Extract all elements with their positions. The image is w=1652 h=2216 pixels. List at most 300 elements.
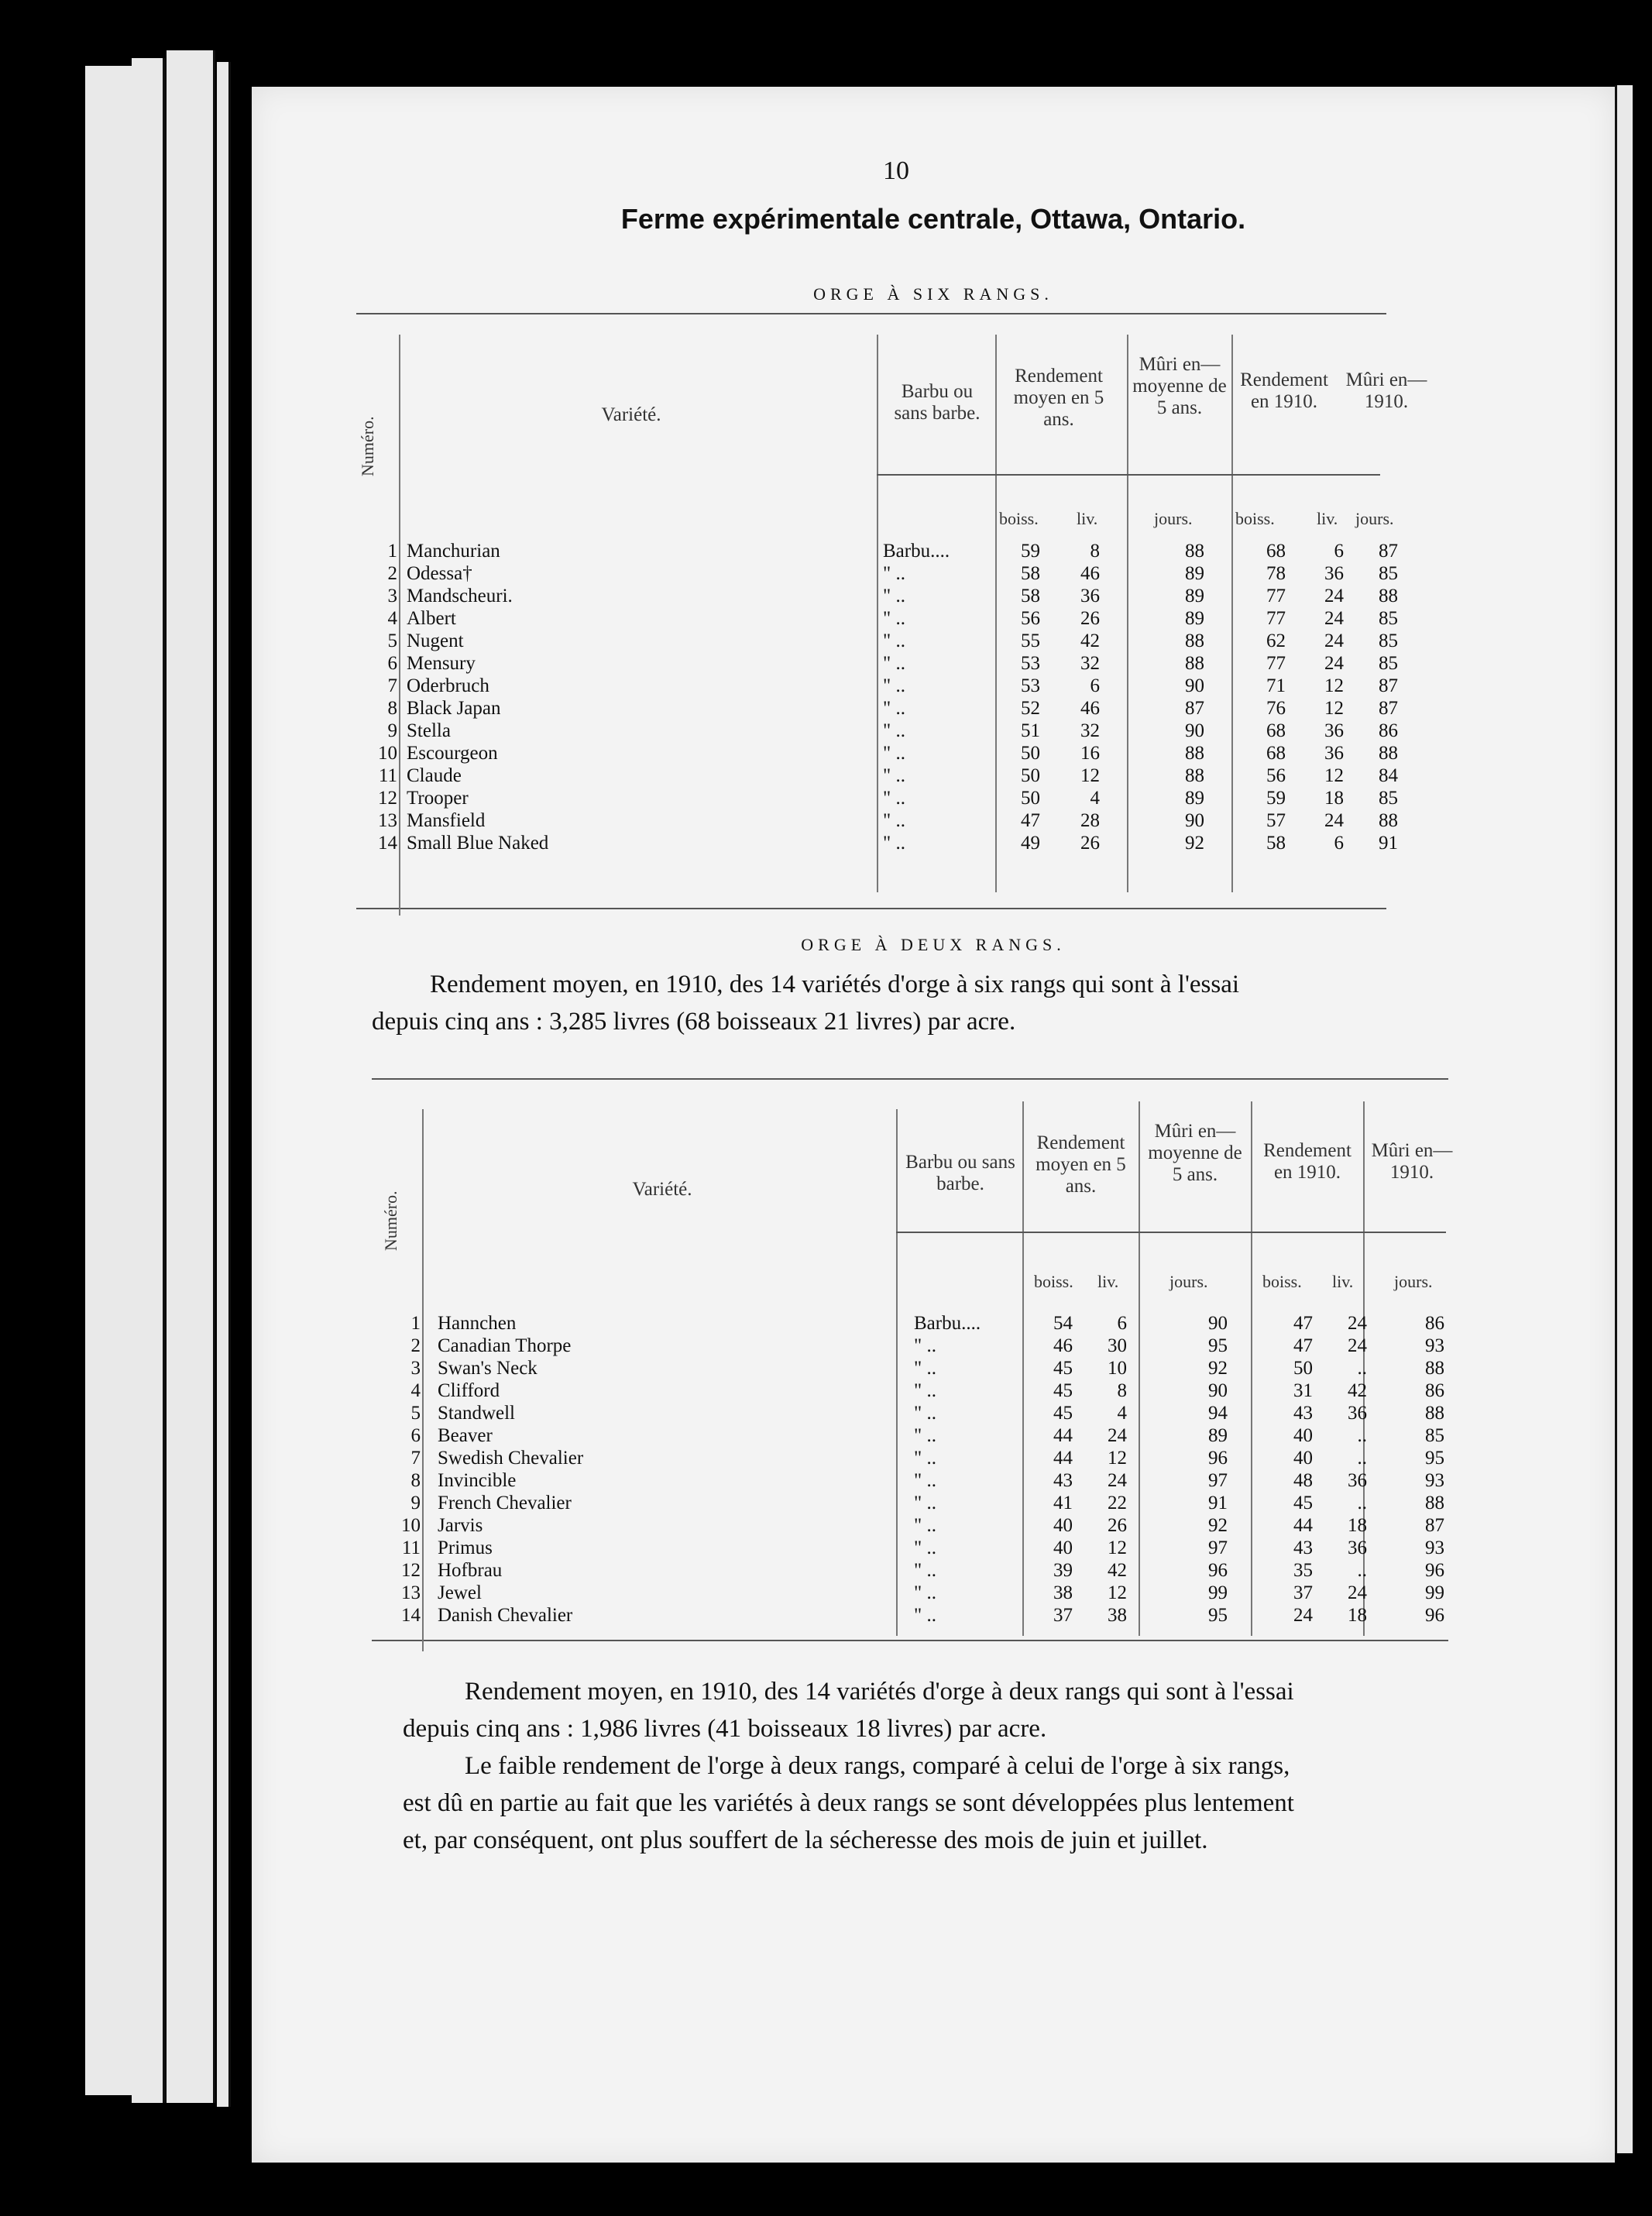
unit-jours: jours. xyxy=(1355,509,1394,528)
yield-1910-bushels: 43 xyxy=(1293,1403,1313,1424)
yield-1910-pounds: 24 xyxy=(1324,630,1344,651)
row-number: 2 xyxy=(387,563,397,584)
row-number: 6 xyxy=(410,1425,421,1446)
maturity-avg-days: 89 xyxy=(1185,788,1204,809)
paragraph-line: est dû en partie au fait que les variétés à deux rangs se sont développées plus lentement xyxy=(403,1789,1294,1817)
maturity-avg-days: 88 xyxy=(1185,765,1204,786)
maturity-1910-days: 87 xyxy=(1379,675,1398,696)
yield-1910-pounds: 24 xyxy=(1324,608,1344,629)
table-row xyxy=(252,562,1413,585)
maturity-1910-days: 93 xyxy=(1425,1470,1444,1491)
row-number: 13 xyxy=(401,1582,421,1603)
header-rendement-1910: Rendement en 1910. xyxy=(1240,369,1328,412)
yield-avg-bushels: 58 xyxy=(1021,586,1040,606)
yield-1910-pounds: .. xyxy=(1357,1493,1367,1513)
table-row xyxy=(252,540,1413,562)
yield-avg-bushels: 39 xyxy=(1053,1560,1073,1581)
row-number: 14 xyxy=(401,1605,421,1626)
maturity-1910-days: 85 xyxy=(1379,608,1398,629)
yield-1910-pounds: 24 xyxy=(1324,653,1344,674)
header-muri-1910: Mûri en— 1910. xyxy=(1371,1140,1453,1183)
maturity-avg-days: 95 xyxy=(1208,1605,1228,1626)
yield-avg-pounds: 6 xyxy=(1090,675,1100,696)
maturity-avg-days: 91 xyxy=(1208,1493,1228,1513)
yield-1910-bushels: 45 xyxy=(1293,1493,1313,1513)
barbu-cell: " .. xyxy=(883,608,905,629)
yield-avg-pounds: 28 xyxy=(1080,810,1100,831)
yield-avg-bushels: 49 xyxy=(1021,833,1040,854)
yield-avg-pounds: 42 xyxy=(1108,1560,1127,1581)
variety-name: French Chevalier xyxy=(438,1493,572,1513)
maturity-1910-days: 88 xyxy=(1379,810,1398,831)
barbu-cell: " .. xyxy=(914,1515,936,1536)
maturity-avg-days: 96 xyxy=(1208,1560,1228,1581)
yield-avg-bushels: 41 xyxy=(1053,1493,1073,1513)
row-number: 6 xyxy=(387,653,397,674)
barbu-cell: " .. xyxy=(883,833,905,854)
table-row xyxy=(252,607,1413,630)
header-numero: Numéro. xyxy=(358,416,377,476)
variety-name: Canadian Thorpe xyxy=(438,1335,572,1356)
yield-1910-bushels: 77 xyxy=(1266,653,1286,674)
barbu-cell: " .. xyxy=(883,720,905,741)
yield-1910-pounds: 36 xyxy=(1348,1537,1367,1558)
row-number: 4 xyxy=(410,1380,421,1401)
page-number: 10 xyxy=(883,156,909,185)
barbu-cell: " .. xyxy=(914,1403,936,1424)
maturity-avg-days: 90 xyxy=(1208,1313,1228,1334)
barbu-cell: " .. xyxy=(914,1380,936,1401)
yield-avg-pounds: 12 xyxy=(1080,765,1100,786)
yield-avg-pounds: 22 xyxy=(1108,1493,1127,1513)
yield-avg-bushels: 53 xyxy=(1021,653,1040,674)
yield-1910-pounds: 36 xyxy=(1324,563,1344,584)
yield-1910-bushels: 44 xyxy=(1293,1515,1313,1536)
yield-avg-bushels: 40 xyxy=(1053,1537,1073,1558)
row-number: 4 xyxy=(387,608,397,629)
header-variete: Variété. xyxy=(632,1179,692,1200)
row-number: 9 xyxy=(387,720,397,741)
table-row xyxy=(252,1312,1444,1335)
yield-avg-pounds: 6 xyxy=(1117,1313,1127,1334)
yield-avg-pounds: 26 xyxy=(1108,1515,1127,1536)
yield-avg-bushels: 50 xyxy=(1021,765,1040,786)
barbu-cell: " .. xyxy=(914,1335,936,1356)
row-number: 13 xyxy=(378,810,397,831)
barbu-cell: " .. xyxy=(914,1537,936,1558)
yield-avg-pounds: 24 xyxy=(1108,1470,1127,1491)
yield-avg-bushels: 43 xyxy=(1053,1470,1073,1491)
maturity-avg-days: 89 xyxy=(1185,608,1204,629)
table-row xyxy=(252,675,1413,697)
table-row xyxy=(252,697,1413,720)
row-number: 7 xyxy=(387,675,397,696)
variety-name: Beaver xyxy=(438,1425,493,1446)
header-muri-moyenne: Mûri en— moyenne de 5 ans. xyxy=(1148,1121,1242,1185)
yield-1910-pounds: 18 xyxy=(1348,1515,1367,1536)
unit-boiss: boiss. xyxy=(1262,1272,1302,1291)
barbu-cell: Barbu.... xyxy=(883,541,950,562)
row-number: 9 xyxy=(410,1493,421,1513)
yield-avg-bushels: 54 xyxy=(1053,1313,1073,1334)
yield-avg-bushels: 46 xyxy=(1053,1335,1073,1356)
yield-1910-pounds: 42 xyxy=(1348,1380,1367,1401)
maturity-avg-days: 92 xyxy=(1185,833,1204,854)
yield-avg-bushels: 59 xyxy=(1021,541,1040,562)
paragraph-line: depuis cinq ans : 1,986 livres (41 boisseaux 18 livres) par acre. xyxy=(403,1715,1047,1743)
book-edge xyxy=(167,50,215,2103)
yield-avg-pounds: 12 xyxy=(1108,1582,1127,1603)
variety-name: Manchurian xyxy=(407,541,500,562)
maturity-1910-days: 91 xyxy=(1379,833,1398,854)
row-number: 12 xyxy=(401,1560,421,1581)
barbu-cell: " .. xyxy=(883,675,905,696)
variety-name: Swan's Neck xyxy=(438,1358,538,1379)
yield-avg-bushels: 55 xyxy=(1021,630,1040,651)
book-edge xyxy=(85,66,134,2095)
yield-avg-bushels: 58 xyxy=(1021,563,1040,584)
row-number: 8 xyxy=(387,698,397,719)
yield-1910-bushels: 68 xyxy=(1266,541,1286,562)
yield-1910-pounds: 12 xyxy=(1324,675,1344,696)
yield-1910-bushels: 68 xyxy=(1266,743,1286,764)
maturity-avg-days: 90 xyxy=(1185,720,1204,741)
yield-avg-bushels: 45 xyxy=(1053,1358,1073,1379)
variety-name: Odessa† xyxy=(407,563,472,584)
barbu-cell: " .. xyxy=(914,1358,936,1379)
yield-1910-bushels: 47 xyxy=(1293,1335,1313,1356)
maturity-1910-days: 95 xyxy=(1425,1448,1444,1469)
yield-1910-pounds: 24 xyxy=(1324,810,1344,831)
maturity-1910-days: 85 xyxy=(1379,653,1398,674)
variety-name: Invincible xyxy=(438,1470,517,1491)
header-rendement-moyen: Rendement moyen en 5 ans. xyxy=(1013,366,1104,430)
yield-avg-pounds: 36 xyxy=(1080,586,1100,606)
barbu-cell: " .. xyxy=(883,788,905,809)
maturity-avg-days: 97 xyxy=(1208,1470,1228,1491)
yield-avg-bushels: 56 xyxy=(1021,608,1040,629)
yield-avg-pounds: 16 xyxy=(1080,743,1100,764)
barbu-cell: " .. xyxy=(914,1493,936,1513)
maturity-1910-days: 87 xyxy=(1425,1515,1444,1536)
table-row xyxy=(252,809,1413,832)
barbu-cell: " .. xyxy=(914,1448,936,1469)
maturity-1910-days: 88 xyxy=(1425,1403,1444,1424)
yield-1910-bushels: 57 xyxy=(1266,810,1286,831)
maturity-1910-days: 88 xyxy=(1379,586,1398,606)
maturity-1910-days: 93 xyxy=(1425,1335,1444,1356)
maturity-1910-days: 88 xyxy=(1425,1493,1444,1513)
yield-1910-bushels: 24 xyxy=(1293,1605,1313,1626)
yield-1910-pounds: 36 xyxy=(1324,720,1344,741)
maturity-avg-days: 88 xyxy=(1185,630,1204,651)
paragraph-line: depuis cinq ans : 3,285 livres (68 boisseaux 21 livres) par acre. xyxy=(372,1008,1016,1036)
yield-avg-bushels: 44 xyxy=(1053,1425,1073,1446)
barbu-cell: " .. xyxy=(914,1470,936,1491)
yield-1910-bushels: 40 xyxy=(1293,1425,1313,1446)
yield-1910-bushels: 71 xyxy=(1266,675,1286,696)
paragraph-line: Le faible rendement de l'orge à deux rangs, comparé à celui de l'orge à six rangs, xyxy=(465,1752,1290,1780)
yield-1910-bushels: 77 xyxy=(1266,608,1286,629)
book-edge xyxy=(217,62,231,2107)
maturity-1910-days: 93 xyxy=(1425,1537,1444,1558)
unit-liv: liv. xyxy=(1332,1272,1354,1291)
yield-1910-bushels: 37 xyxy=(1293,1582,1313,1603)
maturity-1910-days: 84 xyxy=(1379,765,1398,786)
header-rendement-moyen: Rendement moyen en 5 ans. xyxy=(1036,1132,1126,1197)
table-row xyxy=(252,585,1413,607)
barbu-cell: " .. xyxy=(883,698,905,719)
barbu-cell: " .. xyxy=(883,810,905,831)
maturity-1910-days: 85 xyxy=(1379,563,1398,584)
unit-liv: liv. xyxy=(1317,509,1338,528)
yield-avg-pounds: 4 xyxy=(1090,788,1100,809)
row-number: 11 xyxy=(401,1537,421,1558)
book-edge xyxy=(1615,85,1633,2153)
maturity-avg-days: 97 xyxy=(1208,1537,1228,1558)
table-row xyxy=(252,1582,1444,1604)
barbu-cell: " .. xyxy=(914,1582,936,1603)
header-numero: Numéro. xyxy=(381,1190,400,1251)
yield-1910-pounds: 36 xyxy=(1348,1403,1367,1424)
row-number: 10 xyxy=(378,743,397,764)
table2-caption: ORGE À DEUX RANGS. xyxy=(801,935,1066,954)
row-number: 12 xyxy=(378,788,397,809)
variety-name: Hofbrau xyxy=(438,1560,503,1581)
yield-avg-pounds: 24 xyxy=(1108,1425,1127,1446)
variety-name: Swedish Chevalier xyxy=(438,1448,584,1469)
paragraph-line: et, par conséquent, ont plus souffert de la sécheresse des mois de juin et juillet. xyxy=(403,1826,1208,1854)
variety-name: Claude xyxy=(407,765,462,786)
table-row xyxy=(252,1402,1444,1424)
yield-1910-pounds: 6 xyxy=(1334,833,1344,854)
variety-name: Escourgeon xyxy=(407,743,498,764)
maturity-avg-days: 90 xyxy=(1185,675,1204,696)
variety-name: Clifford xyxy=(438,1380,500,1401)
row-number: 8 xyxy=(410,1470,421,1491)
maturity-1910-days: 96 xyxy=(1425,1560,1444,1581)
yield-avg-pounds: 4 xyxy=(1117,1403,1127,1424)
maturity-1910-days: 86 xyxy=(1379,720,1398,741)
yield-1910-pounds: 36 xyxy=(1324,743,1344,764)
yield-1910-pounds: 24 xyxy=(1348,1313,1367,1334)
table-row xyxy=(252,832,1413,854)
yield-avg-bushels: 53 xyxy=(1021,675,1040,696)
table-row xyxy=(252,787,1413,809)
unit-boiss: boiss. xyxy=(999,509,1039,528)
yield-1910-bushels: 58 xyxy=(1266,833,1286,854)
row-number: 14 xyxy=(378,833,397,854)
yield-1910-bushels: 56 xyxy=(1266,765,1286,786)
row-number: 1 xyxy=(410,1313,421,1334)
maturity-1910-days: 99 xyxy=(1425,1582,1444,1603)
table-row xyxy=(252,764,1413,787)
table-row xyxy=(252,1537,1444,1559)
maturity-1910-days: 88 xyxy=(1425,1358,1444,1379)
yield-1910-bushels: 43 xyxy=(1293,1537,1313,1558)
unit-jours: jours. xyxy=(1154,509,1193,528)
yield-avg-bushels: 44 xyxy=(1053,1448,1073,1469)
yield-1910-pounds: .. xyxy=(1357,1448,1367,1469)
yield-1910-bushels: 76 xyxy=(1266,698,1286,719)
header-variete: Variété. xyxy=(601,404,661,425)
row-number: 11 xyxy=(378,765,397,786)
yield-1910-pounds: .. xyxy=(1357,1425,1367,1446)
variety-name: Standwell xyxy=(438,1403,515,1424)
yield-avg-bushels: 51 xyxy=(1021,720,1040,741)
barbu-cell: " .. xyxy=(914,1560,936,1581)
yield-1910-bushels: 47 xyxy=(1293,1313,1313,1334)
variety-name: Black Japan xyxy=(407,698,501,719)
yield-avg-pounds: 46 xyxy=(1080,698,1100,719)
table-row xyxy=(252,1559,1444,1582)
yield-avg-bushels: 45 xyxy=(1053,1403,1073,1424)
yield-1910-pounds: 12 xyxy=(1324,698,1344,719)
yield-1910-bushels: 59 xyxy=(1266,788,1286,809)
variety-name: Jarvis xyxy=(438,1515,483,1536)
row-number: 1 xyxy=(387,541,397,562)
yield-avg-bushels: 52 xyxy=(1021,698,1040,719)
barbu-cell: " .. xyxy=(914,1425,936,1446)
table-row xyxy=(252,742,1413,764)
yield-avg-bushels: 47 xyxy=(1021,810,1040,831)
maturity-avg-days: 88 xyxy=(1185,653,1204,674)
table-row xyxy=(252,630,1413,652)
table-row xyxy=(252,1492,1444,1514)
yield-1910-pounds: 24 xyxy=(1324,586,1344,606)
document-page xyxy=(252,87,1615,2163)
table-row xyxy=(252,1379,1444,1402)
variety-name: Primus xyxy=(438,1537,493,1558)
yield-avg-pounds: 42 xyxy=(1080,630,1100,651)
row-number: 10 xyxy=(401,1515,421,1536)
table-row xyxy=(252,1447,1444,1469)
maturity-avg-days: 87 xyxy=(1185,698,1204,719)
table-row xyxy=(252,652,1413,675)
barbu-cell: " .. xyxy=(883,653,905,674)
header-barbu: Barbu ou sans barbe. xyxy=(905,1152,1015,1194)
yield-avg-pounds: 32 xyxy=(1080,720,1100,741)
maturity-1910-days: 85 xyxy=(1379,788,1398,809)
maturity-avg-days: 92 xyxy=(1208,1515,1228,1536)
yield-avg-pounds: 32 xyxy=(1080,653,1100,674)
maturity-avg-days: 89 xyxy=(1208,1425,1228,1446)
table-row xyxy=(252,1335,1444,1357)
yield-avg-pounds: 26 xyxy=(1080,833,1100,854)
variety-name: Stella xyxy=(407,720,451,741)
yield-1910-bushels: 40 xyxy=(1293,1448,1313,1469)
yield-1910-bushels: 31 xyxy=(1293,1380,1313,1401)
variety-name: Small Blue Naked xyxy=(407,833,549,854)
maturity-avg-days: 92 xyxy=(1208,1358,1228,1379)
unit-jours: jours. xyxy=(1394,1272,1433,1291)
maturity-avg-days: 99 xyxy=(1208,1582,1228,1603)
row-number: 3 xyxy=(387,586,397,606)
variety-name: Danish Chevalier xyxy=(438,1605,573,1626)
barbu-cell: " .. xyxy=(883,563,905,584)
unit-boiss: boiss. xyxy=(1034,1272,1073,1291)
yield-avg-bushels: 37 xyxy=(1053,1605,1073,1626)
row-number: 3 xyxy=(410,1358,421,1379)
barbu-cell: " .. xyxy=(883,743,905,764)
table1-caption: ORGE À SIX RANGS. xyxy=(813,284,1053,304)
yield-avg-bushels: 40 xyxy=(1053,1515,1073,1536)
row-number: 5 xyxy=(410,1403,421,1424)
header-muri-moyenne: Mûri en— moyenne de 5 ans. xyxy=(1132,354,1227,418)
barbu-cell: " .. xyxy=(914,1605,936,1626)
variety-name: Mansfield xyxy=(407,810,486,831)
barbu-cell: " .. xyxy=(883,630,905,651)
yield-1910-pounds: 18 xyxy=(1324,788,1344,809)
maturity-avg-days: 89 xyxy=(1185,586,1204,606)
variety-name: Oderbruch xyxy=(407,675,489,696)
maturity-1910-days: 86 xyxy=(1425,1380,1444,1401)
paragraph-line: Rendement moyen, en 1910, des 14 variétés d'orge à six rangs qui sont à l'essai xyxy=(430,971,1240,998)
unit-jours: jours. xyxy=(1169,1272,1208,1291)
book-edge xyxy=(132,58,165,2103)
yield-avg-pounds: 12 xyxy=(1108,1537,1127,1558)
yield-1910-pounds: .. xyxy=(1357,1358,1367,1379)
yield-1910-pounds: .. xyxy=(1357,1560,1367,1581)
yield-avg-pounds: 8 xyxy=(1090,541,1100,562)
yield-avg-pounds: 8 xyxy=(1117,1380,1127,1401)
yield-1910-bushels: 50 xyxy=(1293,1358,1313,1379)
yield-1910-bushels: 68 xyxy=(1266,720,1286,741)
yield-avg-pounds: 12 xyxy=(1108,1448,1127,1469)
yield-1910-bushels: 48 xyxy=(1293,1470,1313,1491)
yield-avg-bushels: 50 xyxy=(1021,788,1040,809)
unit-liv: liv. xyxy=(1097,1272,1119,1291)
variety-name: Mensury xyxy=(407,653,476,674)
yield-avg-bushels: 38 xyxy=(1053,1582,1073,1603)
row-number: 5 xyxy=(387,630,397,651)
variety-name: Albert xyxy=(407,608,456,629)
maturity-1910-days: 87 xyxy=(1379,541,1398,562)
yield-1910-pounds: 24 xyxy=(1348,1582,1367,1603)
table-row xyxy=(252,720,1413,742)
header-rendement-1910: Rendement en 1910. xyxy=(1263,1140,1351,1183)
yield-avg-pounds: 38 xyxy=(1108,1605,1127,1626)
unit-boiss: boiss. xyxy=(1235,509,1275,528)
maturity-avg-days: 90 xyxy=(1185,810,1204,831)
row-number: 2 xyxy=(410,1335,421,1356)
yield-avg-pounds: 30 xyxy=(1108,1335,1127,1356)
yield-1910-pounds: 12 xyxy=(1324,765,1344,786)
yield-1910-bushels: 78 xyxy=(1266,563,1286,584)
header-barbu: Barbu ou sans barbe. xyxy=(894,381,981,424)
yield-1910-pounds: 6 xyxy=(1334,541,1344,562)
table-row xyxy=(252,1514,1444,1537)
table-row xyxy=(252,1357,1444,1379)
yield-1910-bushels: 62 xyxy=(1266,630,1286,651)
variety-name: Nugent xyxy=(407,630,464,651)
yield-1910-bushels: 77 xyxy=(1266,586,1286,606)
maturity-avg-days: 90 xyxy=(1208,1380,1228,1401)
maturity-1910-days: 86 xyxy=(1425,1313,1444,1334)
barbu-cell: " .. xyxy=(883,586,905,606)
maturity-1910-days: 96 xyxy=(1425,1605,1444,1626)
barbu-cell: " .. xyxy=(883,765,905,786)
variety-name: Jewel xyxy=(438,1582,482,1603)
barbu-cell: Barbu.... xyxy=(914,1313,981,1334)
maturity-avg-days: 95 xyxy=(1208,1335,1228,1356)
maturity-avg-days: 88 xyxy=(1185,541,1204,562)
yield-avg-bushels: 50 xyxy=(1021,743,1040,764)
variety-name: Mandscheuri. xyxy=(407,586,513,606)
maturity-avg-days: 94 xyxy=(1208,1403,1228,1424)
maturity-1910-days: 87 xyxy=(1379,698,1398,719)
yield-1910-pounds: 18 xyxy=(1348,1605,1367,1626)
